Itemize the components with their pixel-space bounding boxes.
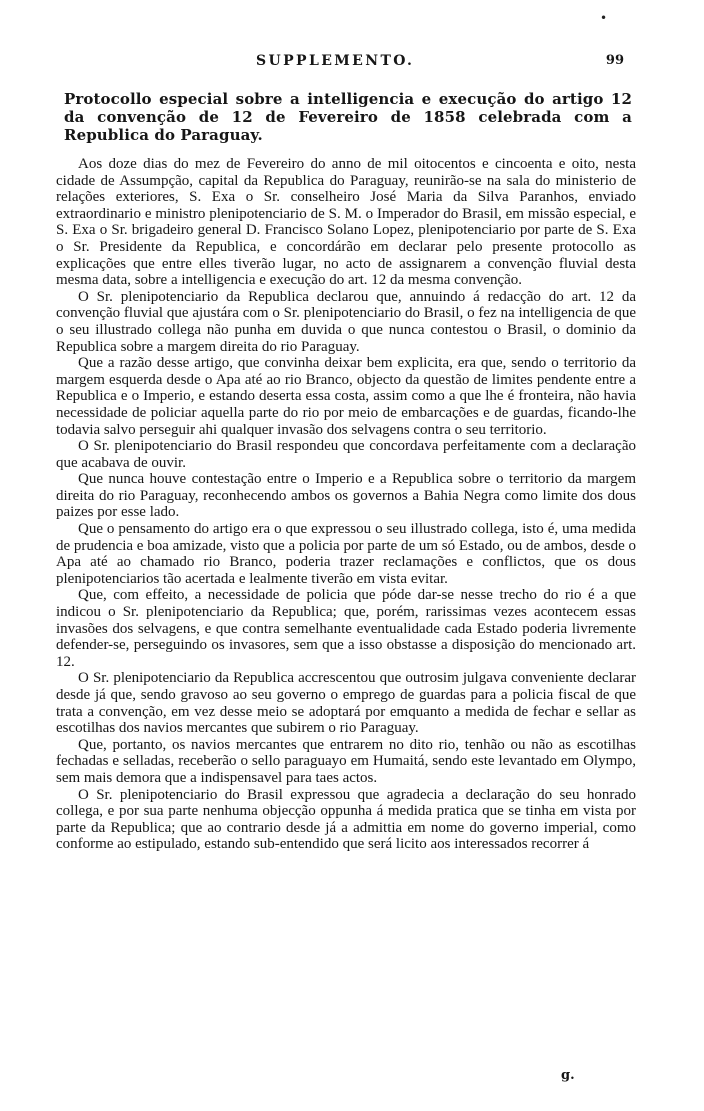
printer-dot-mark: • xyxy=(600,11,608,25)
paragraph-brazil-response: O Sr. plenipotenciario do Brasil respondeu que concordava perfeitamente com a declaração que acabava de ouvir. xyxy=(56,438,636,471)
paragraph-fiscal-policing: O Sr. plenipotenciario da Republica accrescentou que outrosim julgava conveniente declarar desde já que, sendo gravoso ao seu governo o emprego de guardas para a policia fiscal de que trata a convenção, em vez desse meio se adoptará por emquanto a medida de fechar e sellar as escotilhas dos navios mercantes que subirem o rio Paraguay. xyxy=(56,670,636,737)
paragraph-opening: Aos doze dias do mez de Fevereiro do anno de mil oitocentos e cincoenta e oito, nesta cidade de Assumpção, capital da Republica do Paraguay, reunirão-se na sala do ministerio de relações exteriores, S. Exa o Sr. conselheiro José Maria da Silva Paranhos, enviado extraordinario e ministro plenipotenciario de S. M. o Imperador do Brasil, em missão especial, e S. Exa o Sr. brigadeiro general D. Francisco Solano Lopez, plenipotenciario por parte de S. Exa o Sr. Presidente da Republica, e concordárão em declarar pelo presente protocollo as explicações que entre elles tiverão lugar, no acto de assignarem a convenção fluvial desta mesma data, sobre a intelligencia e execução do art. 12 da mesma convenção. xyxy=(56,156,636,289)
paragraph-republic-declaration: O Sr. plenipotenciario da Republica declarou que, annuindo á redacção do art. 12 da convenção fluvial que ajustára com o Sr. plenipotenciario do Brasil, o fez na intelligencia de que o seu illustrado collega não punha em duvida o que nunca contestou o Brasil, o dominio da Republica sobre a margem direita do rio Paraguay. xyxy=(56,288,636,355)
paragraph-merchant-ships: Que, portanto, os navios mercantes que entrarem no dito rio, tenhão ou não as escotilhas fechadas e selladas, receberão o sello paraguayo em Humaitá, sendo este levantado em Olympo, sem mais demora que a indispensavel para taes actos. xyxy=(56,736,636,786)
paragraph-no-contestation: Que nunca houve contestação entre o Imperio e a Republica sobre o territorio da margem direita do rio Paraguay, reconhecendo ambos os governos a Bahia Negra como limite dos dous paizes por esse lado. xyxy=(56,471,636,521)
paragraph-brazil-acceptance: O Sr. plenipotenciario do Brasil expressou que agradecia a declaração do seu honrado collega, e por sua parte nenhuma objecção oppunha á medida pratica que se tinha em vista por parte da Republica; que ao contrario desde já a admittia em nome do governo imperial, como conforme ao estipulado, estando sub-entendido que será licito aos interessados recorrer á xyxy=(56,786,636,853)
page-number: 99 xyxy=(605,53,624,68)
protocol-title: Protocollo especial sobre a intelligencia e execução do artigo 12 da convenção de 12 de Fevereiro de 1858 celebrada com a Republica do Paraguay. xyxy=(64,90,632,144)
body-text xyxy=(56,156,636,853)
paragraph-reason-of-article: Que a razão desse artigo, que convinha deixar bem explicita, era que, sendo o territorio da margem esquerda desde o Apa até ao rio Branco, objecto da questão de limites pendente entre a Republica e o Imperio, e estando deserta essa costa, assim como a que lhe é fronteira, não havia necessidade de policiar aquella parte do rio por meio de embarcações e de guardas, ficando-lhe todavia salvo perseguir ahi qualquer invasão dos selvagens contra o seu territorio. xyxy=(56,355,636,438)
paragraph-policing-need: Que, com effeito, a necessidade de policia que póde dar-se nesse trecho do rio é a que indicou o Sr. plenipotenciario da Republica; que, porém, rarissimas vezes acontecem essas invasões dos selvagens, e que contra semelhante eventualidade cada Estado poderia livremente defender-se, perseguindo os invasores, sem que a isso obstasse a disposição do mencionado art. 12. xyxy=(56,587,636,670)
paragraph-prudence-measure: Que o pensamento do artigo era o que expressou o seu illustrado collega, isto é, uma medida de prudencia e boa amizade, visto que a policia por parte de um só Estado, ou de ambos, desde o Apa até ao chamado rio Branco, poderia trazer reclamações e conflictos, que os dous plenipotenciarios tão acertada e lealmente tiverão em vista evitar. xyxy=(56,521,636,587)
running-header-title: SUPPLEMENTO. xyxy=(256,53,415,69)
catchword: g. xyxy=(561,1068,575,1083)
